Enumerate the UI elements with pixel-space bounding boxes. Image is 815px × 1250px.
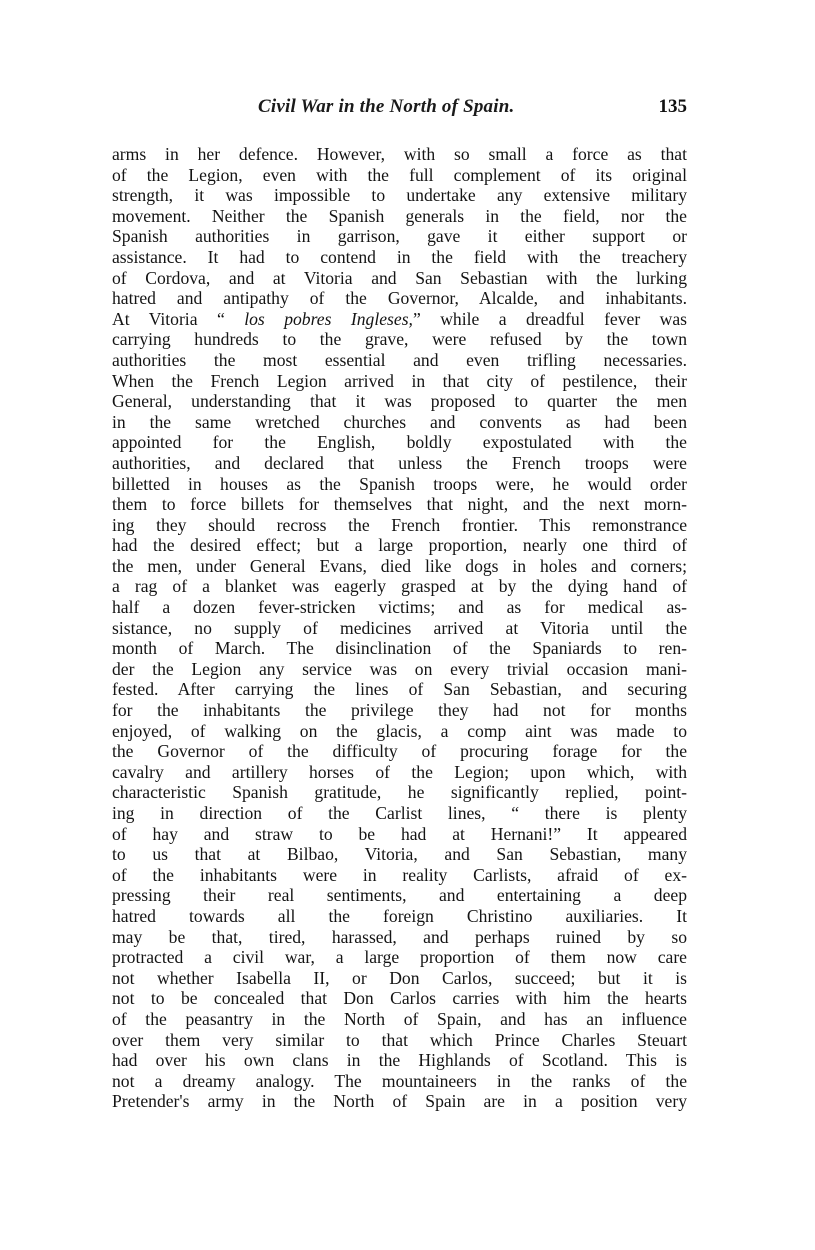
text-line: over them very similar to that which Prince Charles Steuart [112,1029,687,1050]
text-line: of Cordova, and at Vitoria and San Sebastian with the lurking [112,267,687,288]
text-line: protracted a civil war, a large proportion of them now care [112,947,687,968]
text-line: not to be concealed that Don Carlos carries with him the hearts [112,988,687,1009]
text-line: had the desired effect; but a large proportion, nearly one third of [112,535,687,556]
text-line: hatred towards all the foreign Christino auxiliaries. It [112,905,687,926]
text-line: the Governor of the difficulty of procuring forage for the [112,741,687,762]
italic-phrase: los pobres Ingleses, [244,308,413,329]
text-line: General, understanding that it was proposed to quarter the men [112,391,687,412]
text-line: fested. After carrying the lines of San Sebastian, and securing [112,679,687,700]
text-line-with-italic [112,309,687,330]
text-line: appointed for the English, boldly expostulated with the [112,432,687,453]
text-line: enjoyed, of walking on the glacis, a comp aint was made to [112,720,687,741]
text-line: for the inhabitants the privilege they had not for months [112,700,687,721]
text-line: month of March. The disinclination of the Spaniards to ren- [112,638,687,659]
text-line: in the same wretched churches and convents as had been [112,411,687,432]
text-line: strength, it was impossible to undertake any extensive military [112,185,687,206]
text-line: When the French Legion arrived in that city of pestilence, their [112,370,687,391]
text-line: a rag of a blanket was eagerly grasped at by the dying hand of [112,576,687,597]
text-line: movement. Neither the Spanish generals in the field, nor the [112,205,687,226]
text-line: the men, under General Evans, died like dogs in holes and corners; [112,555,687,576]
running-title: Civil War in the North of Spain. [258,96,515,117]
text-line: had over his own clans in the Highlands of Scotland. This is [112,1050,687,1071]
text-line: authorities the most essential and even trifling necessaries. [112,349,687,370]
text-line: authorities, and declared that unless the French troops were [112,452,687,473]
text-line: carrying hundreds to the grave, were refused by the town [112,329,687,350]
text-line: not a dreamy analogy. The mountaineers in the ranks of the [112,1070,687,1091]
text-line: billetted in houses as the Spanish troops were, he would order [112,473,687,494]
page-number: 135 [658,96,687,117]
text-fragment: ” while a dreadful fever was [412,308,688,329]
text-line: Pretender's army in the North of Spain are in a position very [112,1091,687,1112]
text-line: der the Legion any service was on every trivial occasion mani- [112,658,687,679]
body-text [112,144,687,1112]
text-line: characteristic Spanish gratitude, he significantly replied, point- [112,782,687,803]
text-line: of the peasantry in the North of Spain, and has an influence [112,1008,687,1029]
text-line: to us that at Bilbao, Vitoria, and San Sebastian, many [112,844,687,865]
text-line: Spanish authorities in garrison, gave it either support or [112,226,687,247]
text-line: ing they should recross the French frontier. This remonstrance [112,514,687,535]
text-line: of the Legion, even with the full complement of its original [112,164,687,185]
text-line: half a dozen fever-stricken victims; and as for medical as- [112,597,687,618]
text-line: pressing their real sentiments, and entertaining a deep [112,885,687,906]
text-fragment: At Vitoria “ [112,308,245,329]
text-line: sistance, no supply of medicines arrived at Vitoria until the [112,617,687,638]
text-line: them to force billets for themselves that night, and the next morn- [112,494,687,515]
text-line: hatred and antipathy of the Governor, Alcalde, and inhabitants. [112,288,687,309]
text-line: may be that, tired, harassed, and perhaps ruined by so [112,926,687,947]
text-line: of hay and straw to be had at Hernani!” It appeared [112,823,687,844]
text-line: of the inhabitants were in reality Carlists, afraid of ex- [112,864,687,885]
text-line: assistance. It had to contend in the field with the treachery [112,246,687,267]
text-line: ing in direction of the Carlist lines, “ there is plenty [112,803,687,823]
text-line: not whether Isabella II, or Don Carlos, succeed; but it is [112,967,687,988]
text-line: cavalry and artillery horses of the Legion; upon which, with [112,761,687,782]
text-line: arms in her defence. However, with so small a force as that [112,144,687,164]
running-head [112,96,687,124]
